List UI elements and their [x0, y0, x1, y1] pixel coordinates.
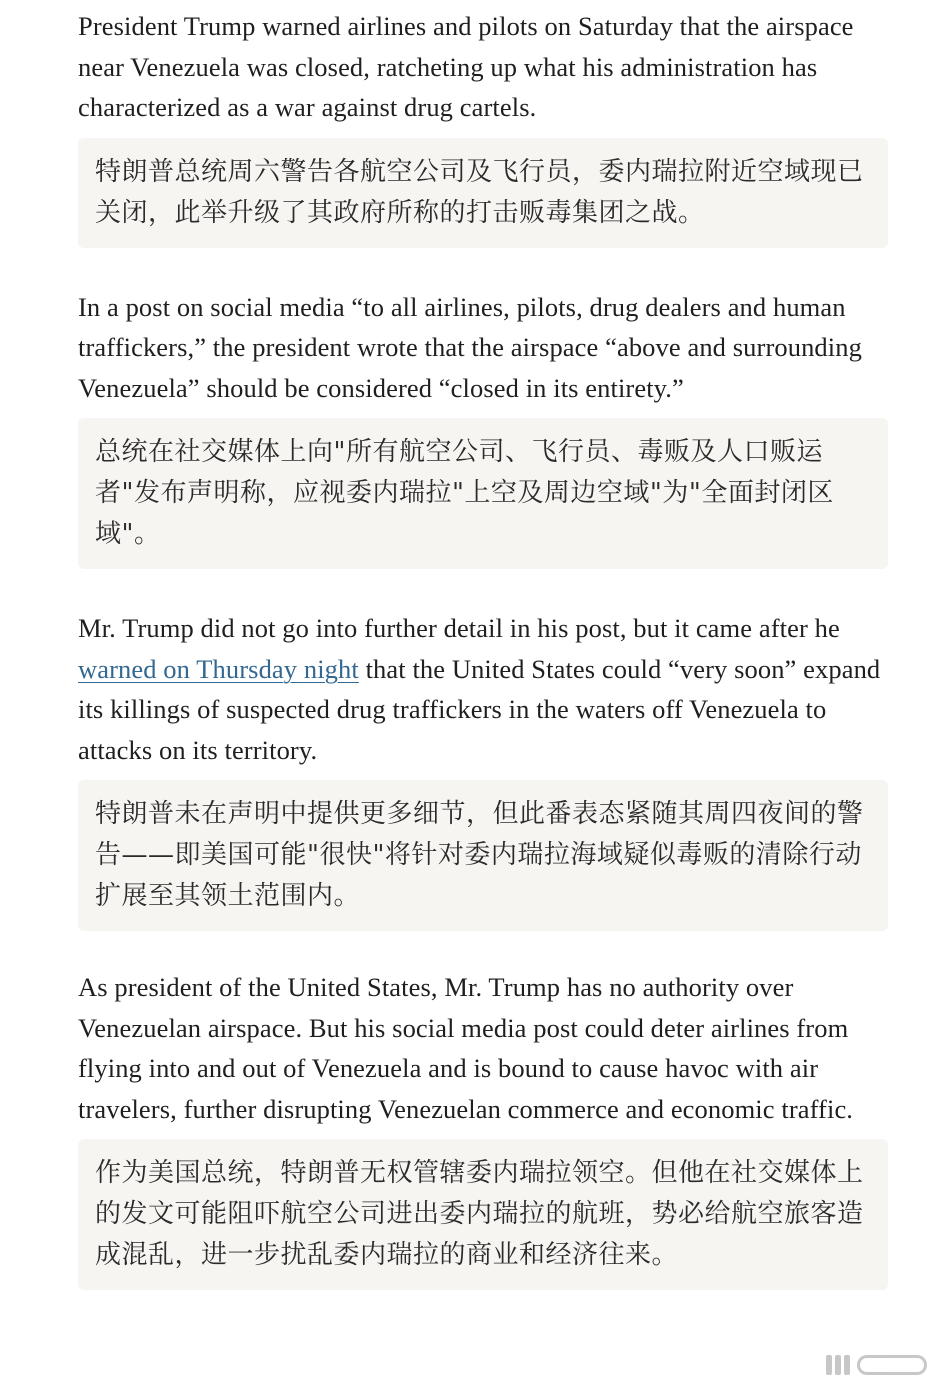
paragraph-gap — [78, 931, 888, 967]
translation-box-2: 总统在社交媒体上向"所有航空公司、飞行员、毒贩及人口贩运者"发布声明称，应视委内瑞拉"上空及周边空域"为"全面封闭区域"。 — [78, 418, 888, 569]
watermark-bar-icon — [826, 1355, 832, 1375]
paragraph-3-text-after: that the United States could “very soon” expand its killings of suspected drug traffickers in the waters off Venezuela to attacks on its territory. — [78, 653, 881, 765]
watermark-logo — [826, 1355, 927, 1375]
paragraph-english-2: In a post on social media “to all airlines, pilots, drug dealers and human traffickers,” the president wrote that the airspace “above and surrounding Venezuela” should be considered “closed in its entirety.” — [78, 291, 862, 403]
article-body — [78, 6, 888, 1290]
translation-box-3: 特朗普未在声明中提供更多细节，但此番表态紧随其周四夜间的警告——即美国可能"很快"将针对委内瑞拉海域疑似毒贩的清除行动扩展至其领土范围内。 — [78, 780, 888, 931]
watermark-pill-icon — [857, 1355, 927, 1375]
warned-thursday-link[interactable]: warned on Thursday night — [78, 653, 359, 684]
paragraph-english-3 — [78, 608, 888, 770]
watermark-bar-icon — [835, 1355, 841, 1375]
translation-box-1: 特朗普总统周六警告各航空公司及飞行员，委内瑞拉附近空域现已关闭，此举升级了其政府所称的打击贩毒集团之战。 — [78, 138, 888, 248]
paragraph-gap — [78, 569, 888, 608]
paragraph-3-text-before: Mr. Trump did not go into further detail in his post, but it came after he — [78, 613, 840, 643]
paragraph-gap — [78, 248, 888, 287]
paragraph-english-4: As president of the United States, Mr. Trump has no authority over Venezuelan airspace. But his social media post could deter airlines from flying into and out of Venezuela and is bound to cause havoc with air travelers, further disrupting Venezuelan commerce and economic traffic. — [78, 972, 854, 1124]
paragraph-english-1: President Trump warned airlines and pilots on Saturday that the airspace near Venezuela was closed, ratcheting up what his administration has characterized as a war against drug cartels. — [78, 11, 854, 122]
watermark-bar-icon — [844, 1355, 850, 1375]
translation-box-4: 作为美国总统，特朗普无权管辖委内瑞拉领空。但他在社交媒体上的发文可能阻吓航空公司进出委内瑞拉的航班，势必给航空旅客造成混乱，进一步扰乱委内瑞拉的商业和经济往来。 — [78, 1139, 888, 1290]
